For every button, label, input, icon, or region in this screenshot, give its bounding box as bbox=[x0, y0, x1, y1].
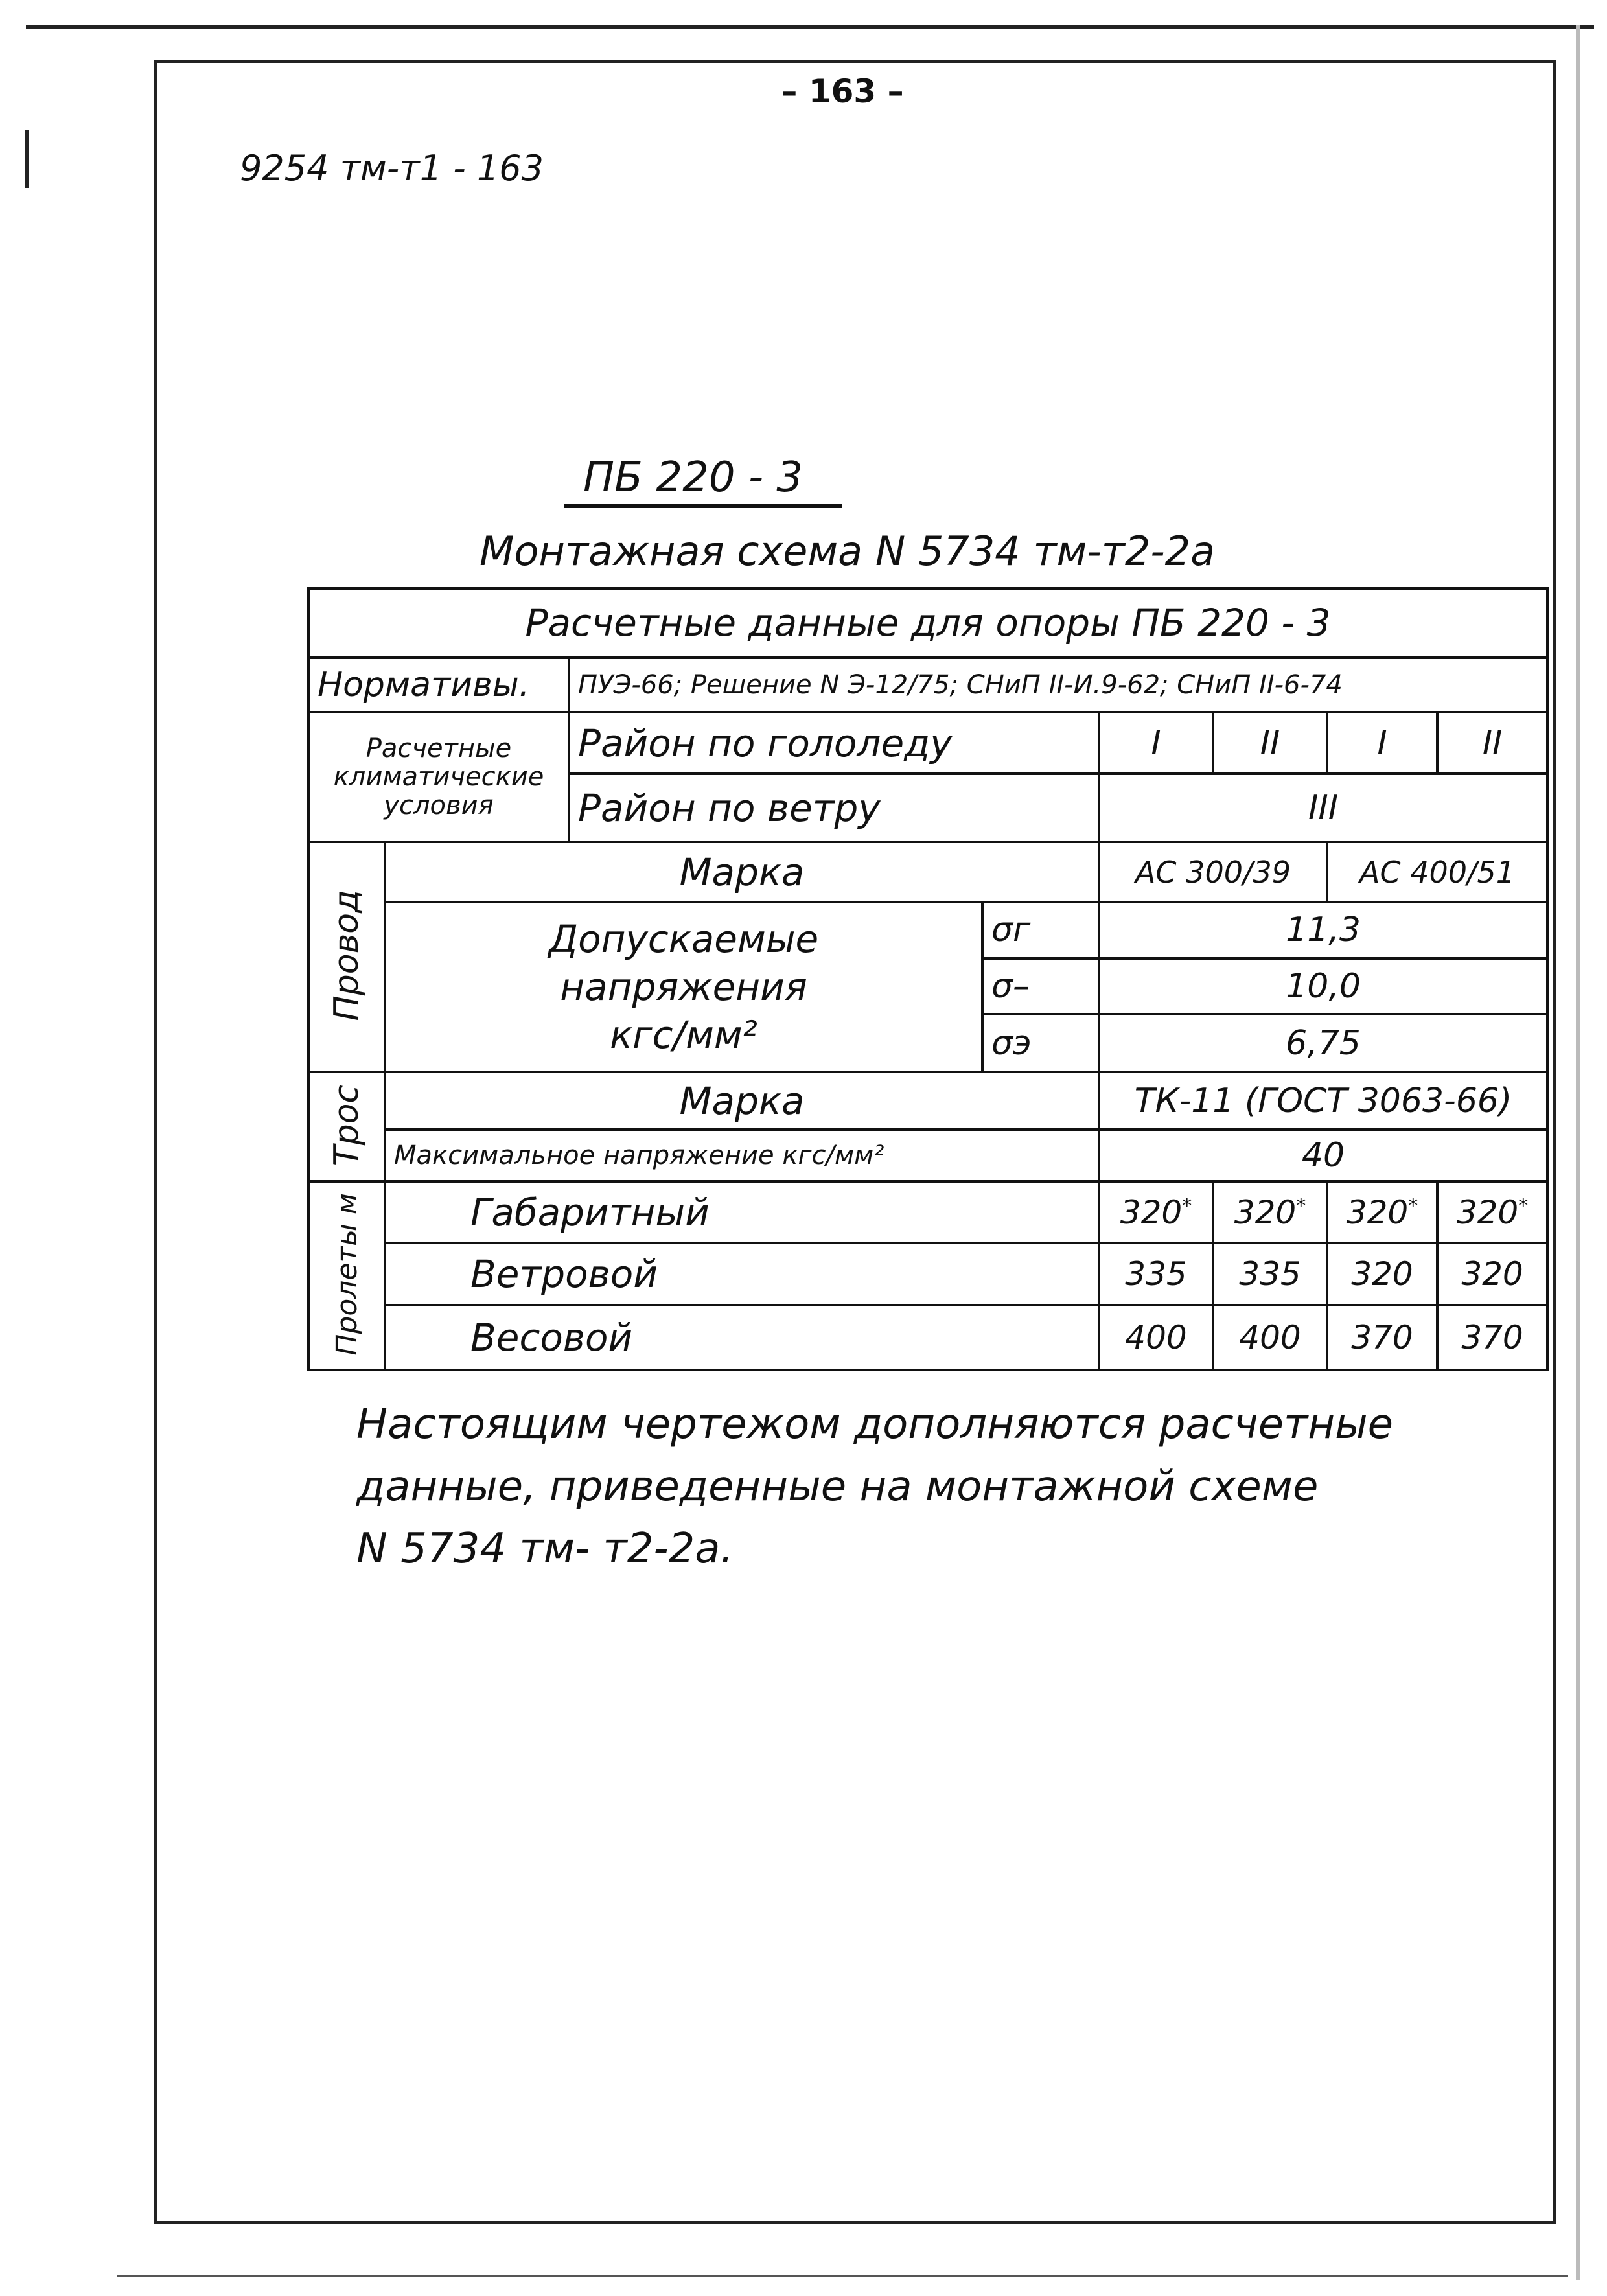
span-value bbox=[1213, 1181, 1327, 1244]
ice-region-label: Район по гололеду bbox=[569, 712, 1099, 774]
stress-value: 6,75 bbox=[1099, 1014, 1547, 1072]
span-value bbox=[1327, 1181, 1437, 1244]
span-value: 400 bbox=[1099, 1305, 1213, 1370]
span-value: 320 bbox=[1327, 1243, 1437, 1305]
span-mark: * bbox=[1408, 1194, 1418, 1218]
wire-brand-value: АС 400/51 bbox=[1327, 842, 1547, 902]
wire-brand-label: Марка bbox=[385, 842, 1099, 902]
footnote-line: N 5734 тм- т2-2а. bbox=[356, 1525, 734, 1573]
cable-max-stress-value: 40 bbox=[1099, 1130, 1547, 1181]
page-number: – 163 – bbox=[781, 73, 904, 110]
stress-value: 10,0 bbox=[1099, 958, 1547, 1015]
scan-edge-right bbox=[1576, 25, 1580, 2280]
ice-region-value: II bbox=[1437, 712, 1547, 774]
climate-label-line: Расчетные bbox=[365, 733, 512, 763]
ice-region-value: II bbox=[1213, 712, 1327, 774]
stress-value: 11,3 bbox=[1099, 902, 1547, 958]
span-row-label: Габаритный bbox=[385, 1181, 1099, 1244]
document-code: 9254 тм-т1 - 163 bbox=[240, 148, 544, 189]
cable-max-stress-label: Максимальное напряжение кгс/мм² bbox=[385, 1130, 1099, 1181]
spans-group-text: Пролеты м bbox=[330, 1193, 364, 1356]
wire-stress-label-line: кгс/мм² bbox=[610, 1013, 757, 1058]
ice-region-value: I bbox=[1327, 712, 1437, 774]
stress-symbol: σэ bbox=[982, 1014, 1099, 1072]
scan-edge-left bbox=[25, 130, 29, 188]
wire-brand-value: АС 300/39 bbox=[1099, 842, 1327, 902]
span-value: 400 bbox=[1213, 1305, 1327, 1370]
calculation-table bbox=[307, 587, 1549, 1371]
title-underline bbox=[564, 504, 842, 508]
span-value: 320 bbox=[1437, 1243, 1547, 1305]
cable-brand-label: Марка bbox=[385, 1072, 1099, 1130]
span-value: 370 bbox=[1327, 1305, 1437, 1370]
ice-region-value: I bbox=[1099, 712, 1213, 774]
span-value-text: 320 bbox=[1234, 1193, 1297, 1231]
span-mark: * bbox=[1296, 1194, 1306, 1218]
span-mark: * bbox=[1182, 1194, 1192, 1218]
wire-stress-label bbox=[385, 902, 982, 1072]
cable-group-label bbox=[308, 1072, 385, 1181]
span-row-label: Ветровой bbox=[385, 1243, 1099, 1305]
span-value-text: 320 bbox=[1346, 1193, 1409, 1231]
cable-brand-value: ТК-11 (ГОСТ 3063-66) bbox=[1099, 1072, 1547, 1130]
scheme-reference: Монтажная схема N 5734 тм-т2-2а bbox=[480, 528, 1216, 575]
scan-edge-top bbox=[26, 25, 1594, 29]
footnote-line: Настоящим чертежом дополняются расчетные bbox=[356, 1400, 1393, 1448]
footnote bbox=[356, 1393, 1497, 1580]
span-mark: * bbox=[1518, 1194, 1529, 1218]
wire-stress-label-line: Допускаемые bbox=[548, 917, 819, 962]
span-value-text: 320 bbox=[1120, 1193, 1183, 1231]
footnote-line: данные, приведенные на монтажной схеме bbox=[356, 1463, 1319, 1511]
climate-label bbox=[308, 712, 569, 842]
wire-group-text: Провод bbox=[327, 890, 366, 1021]
span-value: 335 bbox=[1099, 1243, 1213, 1305]
stress-symbol: σг bbox=[982, 902, 1099, 958]
span-value: 335 bbox=[1213, 1243, 1327, 1305]
drawing-title: ПБ 220 - 3 bbox=[583, 454, 804, 502]
span-value bbox=[1099, 1181, 1213, 1244]
standards-label: Нормативы. bbox=[308, 658, 569, 712]
cable-group-text: Трос bbox=[327, 1084, 366, 1166]
scan-edge-bottom bbox=[117, 2275, 1568, 2277]
climate-label-line: климатические bbox=[333, 761, 544, 792]
span-value-text: 320 bbox=[1456, 1193, 1519, 1231]
standards-value: ПУЭ-66; Решение N Э-12/75; СНиП II-И.9-62; СНиП II-6-74 bbox=[569, 658, 1547, 712]
spans-group-label bbox=[308, 1181, 385, 1370]
wind-region-label: Район по ветру bbox=[569, 774, 1099, 841]
table-header: Расчетные данные для опоры ПБ 220 - 3 bbox=[308, 588, 1547, 658]
span-row-label: Весовой bbox=[385, 1305, 1099, 1370]
span-value bbox=[1437, 1181, 1547, 1244]
climate-label-line: условия bbox=[384, 790, 494, 820]
wind-region-value: III bbox=[1099, 774, 1547, 841]
span-value: 370 bbox=[1437, 1305, 1547, 1370]
wire-stress-label-line: напряжения bbox=[560, 965, 807, 1010]
stress-symbol: σ– bbox=[982, 958, 1099, 1015]
wire-group-label bbox=[308, 842, 385, 1072]
